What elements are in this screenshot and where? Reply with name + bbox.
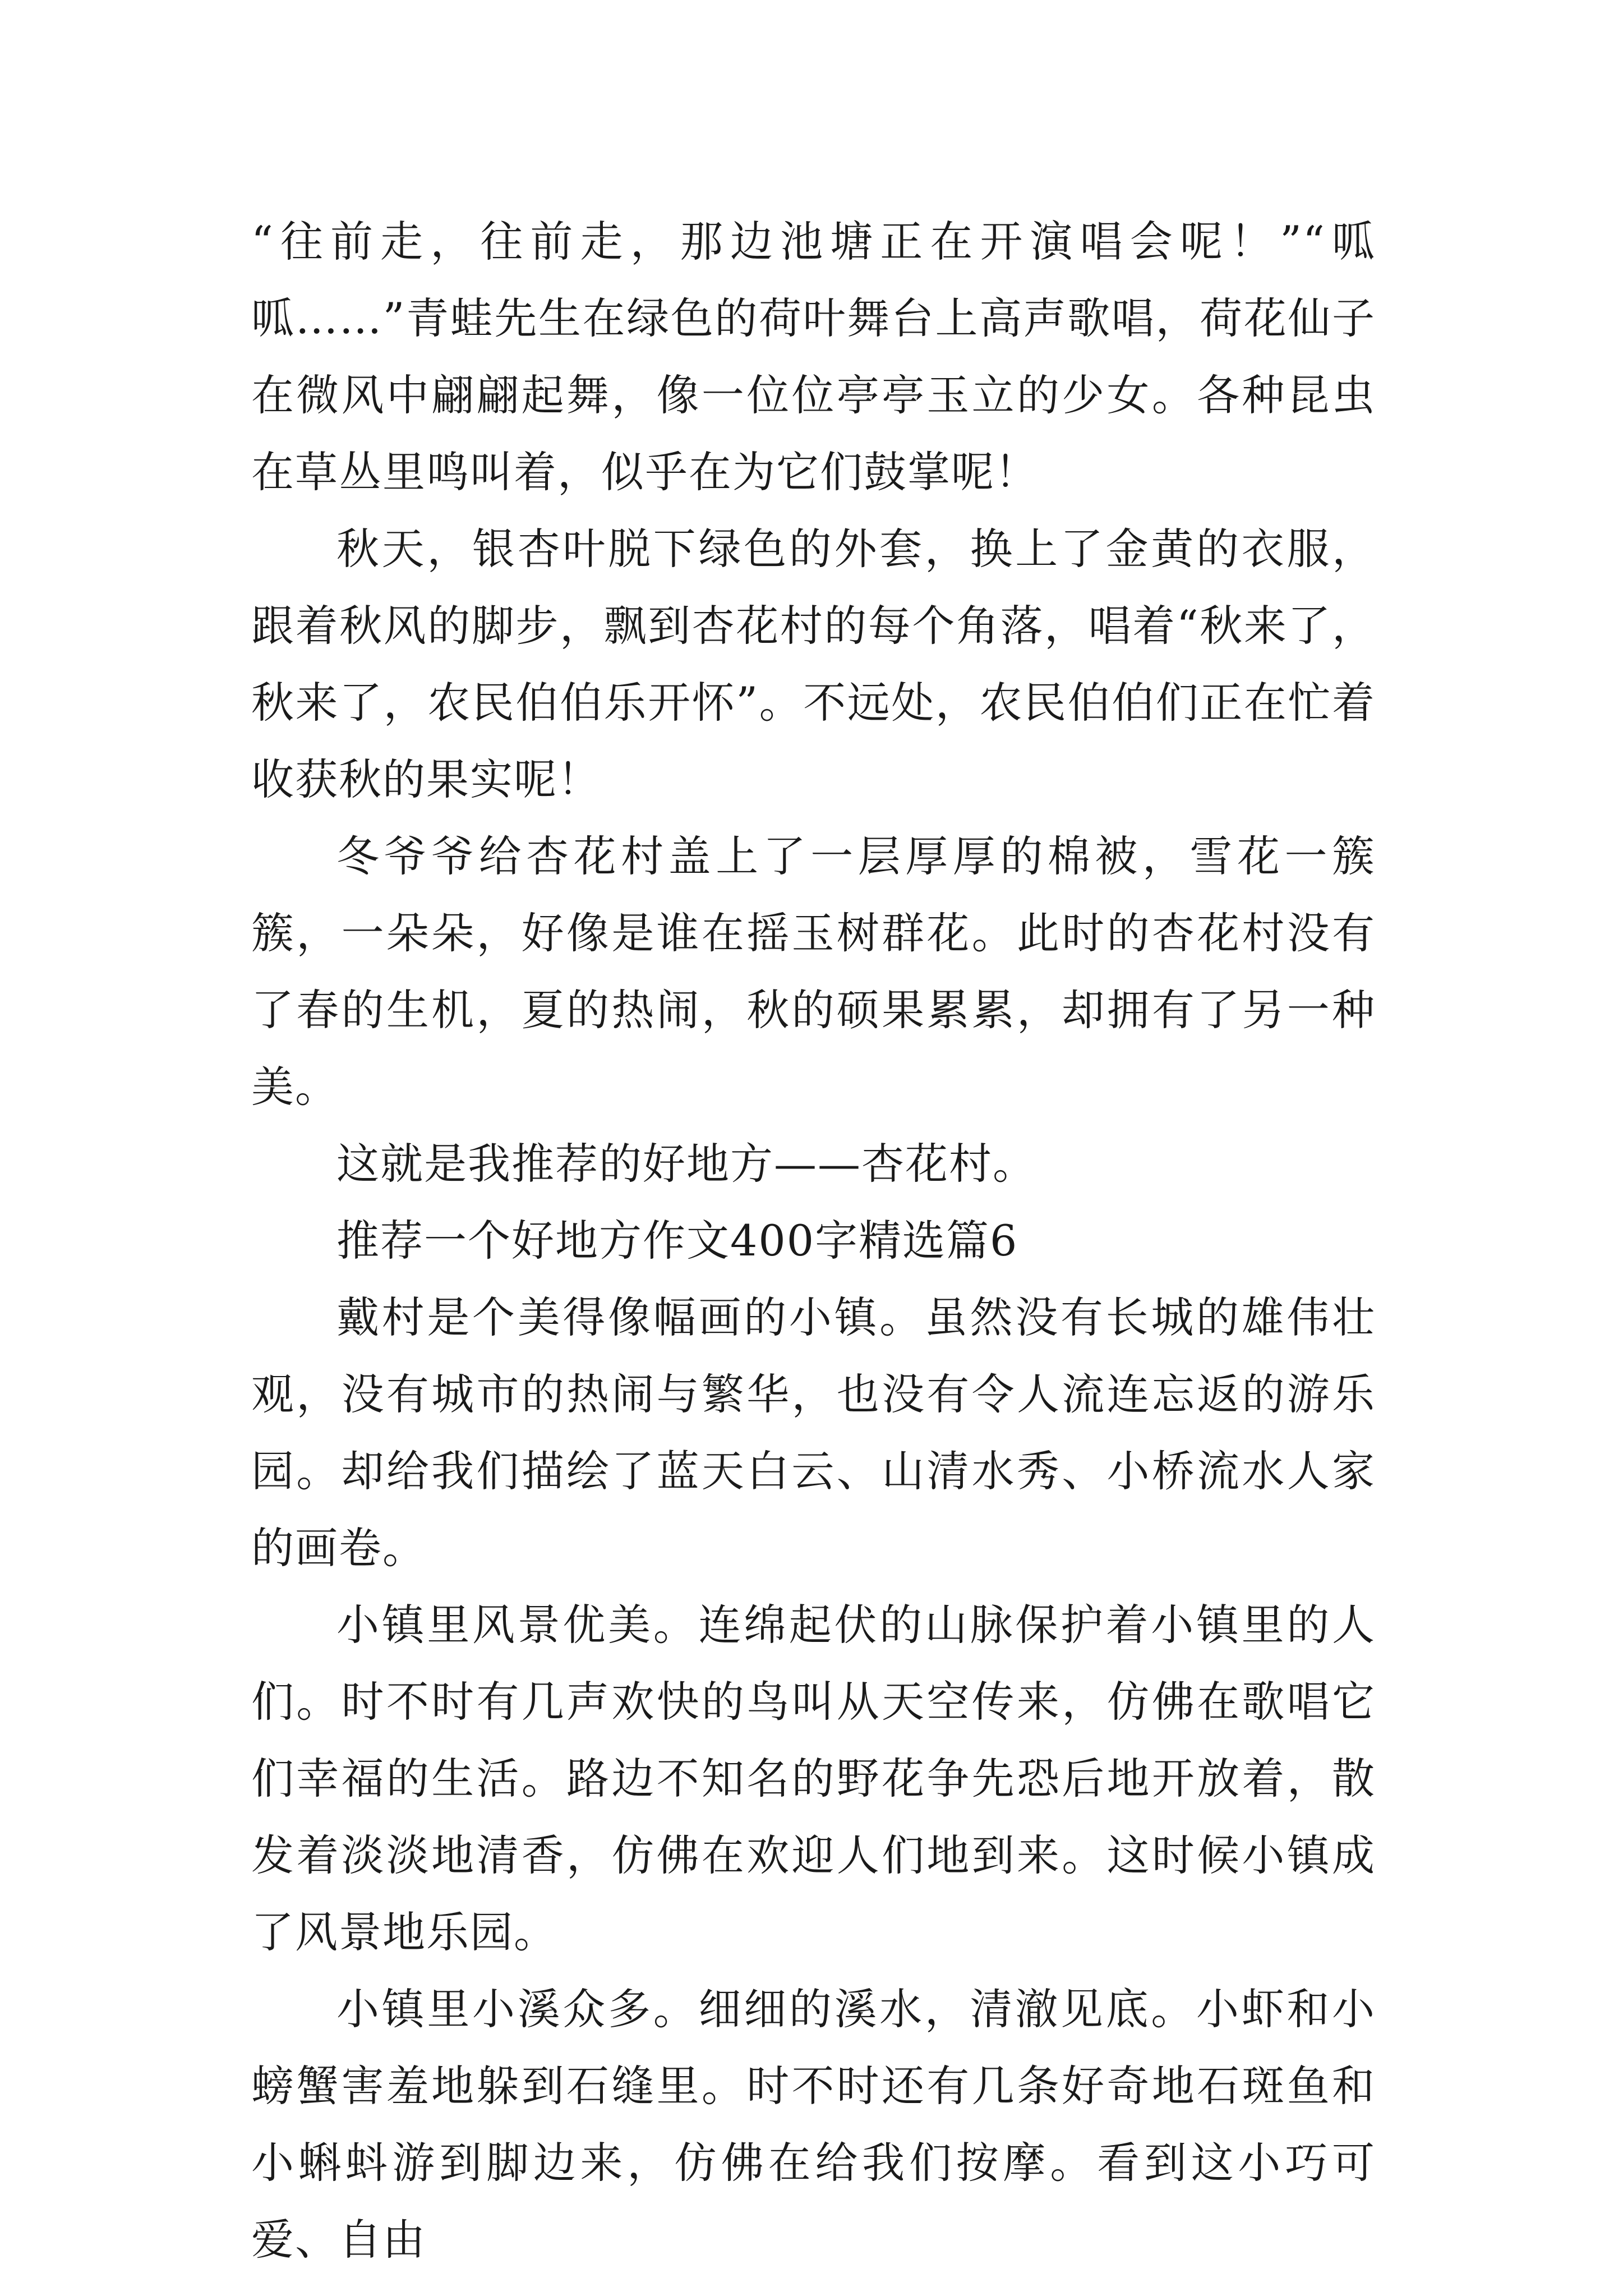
paragraph-5: 戴村是个美得像幅画的小镇。虽然没有长城的雄伟壮观，没有城市的热闹与繁华，也没有令人流连忘返的游乐园。却给我们描绘了蓝天白云、山清水秀、小桥流水人家的画卷。	[251, 1292, 1376, 1573]
document-body	[251, 203, 1376, 2278]
paragraph-7: 小镇里小溪众多。细细的溪水，清澈见底。小虾和小螃蟹害羞地躲到石缝里。时不时还有几条好奇地石斑鱼和小蝌蚪游到脚边来，仿佛在给我们按摩。看到这小巧可爱、自由	[251, 1984, 1376, 2265]
paragraph-6: 小镇里风景优美。连绵起伏的山脉保护着小镇里的人们。时不时有几声欢快的鸟叫从天空传来，仿佛在歌唱它们幸福的生活。路边不知名的野花争先恐后地开放着，散发着淡淡地清香，仿佛在欢迎人们地到来。这时候小镇成了风景地乐园。	[251, 1600, 1376, 1957]
paragraph-2: 秋天，银杏叶脱下绿色的外套，换上了金黄的衣服，跟着秋风的脚步，飘到杏花村的每个角落，唱着“秋来了，秋来了，农民伯伯乐开怀”。不远处，农民伯伯们正在忙着收获秋的果实呢！	[251, 524, 1376, 804]
paragraph-3: 冬爷爷给杏花村盖上了一层厚厚的棉被，雪花一簇簇，一朵朵，好像是谁在摇玉树群花。此时的杏花村没有了春的生机，夏的热闹，秋的硕果累累，却拥有了另一种美。	[251, 831, 1376, 1112]
section-heading: 推荐一个好地方作文400字精选篇6	[336, 1216, 1018, 1266]
paragraph-4: 这就是我推荐的好地方——杏花村。	[336, 1139, 1036, 1189]
paragraph-1: “往前走，往前走，那边池塘正在开演唱会呢！”“呱呱……”青蛙先生在绿色的荷叶舞台上高声歌唱，荷花仙子在微风中翩翩起舞，像一位位亭亭玉立的少女。各种昆虫在草丛里鸣叫着，似乎在为它们鼓掌呢！	[251, 217, 1376, 497]
